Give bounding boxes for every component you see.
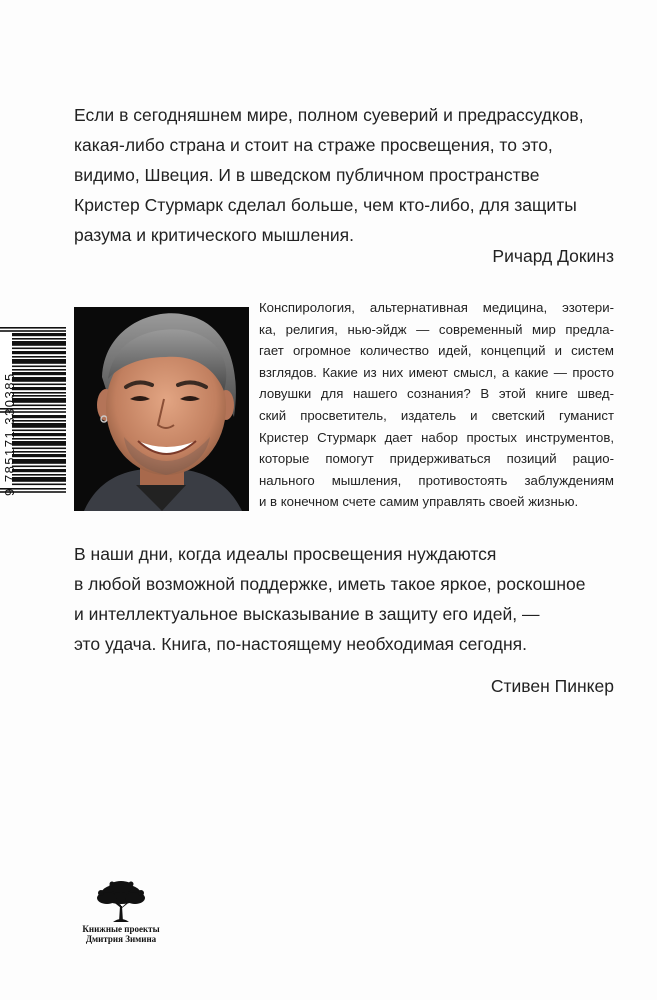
quote-pinker — [74, 539, 586, 659]
description-line: ский просветитель, издатель и светский гуманист — [259, 407, 614, 423]
description-line: и в конечном счете самим управлять своей жизнью. — [259, 494, 579, 510]
publisher-name-line1: Книжные проекты — [82, 924, 160, 934]
publisher-logo — [78, 880, 164, 944]
description-line: ловушки для нашего сознания? В этой книге швед- — [259, 386, 614, 402]
author-photo — [74, 307, 249, 511]
description-line: ка, религия, нью-эйдж — современный мир предла- — [259, 321, 614, 337]
quote-line: это удача. Книга, по-настоящему необходимая сегодня. — [74, 634, 527, 654]
quote-line: Если в сегодняшнем мире, полном суеверий и предрассудков, — [74, 105, 584, 125]
tree-icon — [93, 880, 149, 924]
description-line: нального мышления, противостоять заблуждениям — [259, 472, 614, 488]
quote-line: видимо, Швеция. И в шведском публичном пространстве — [74, 165, 540, 185]
description-line: которые помогут придерживаться позиций рацио- — [259, 451, 614, 467]
quote-line: и интеллектуальное высказывание в защиту его идей, — — [74, 604, 540, 624]
book-description — [259, 297, 614, 513]
quote-author-dawkins: Ричард Докинз — [492, 246, 614, 266]
description-line: гает огромное количество идей, концепций и систем — [259, 343, 614, 359]
quote-author-pinker: Стивен Пинкер — [490, 676, 614, 696]
publisher-name-line2: Дмитрия Зимина — [85, 934, 157, 944]
description-line: Конспирология, альтернативная медицина, эзотери- — [259, 300, 614, 315]
quote-line: разума и критического мышления. — [74, 225, 355, 245]
quote-dawkins — [74, 100, 584, 250]
description-line: Кристер Стурмарк дает набор простых инструментов, — [259, 429, 614, 445]
quote-line: В наши дни, когда идеалы просвещения нуждаются — [74, 544, 497, 564]
description-line: взглядов. Какие из них имеют смысл, а какие — просто — [259, 364, 614, 380]
quote-line: какая-либо страна и стоит на страже просвещения, то это, — [74, 135, 553, 155]
isbn-digits: 9 785171 330385 — [2, 372, 17, 496]
quote-line: Кристер Стурмарк сделал больше, чем кто-либо, для защиты — [74, 195, 577, 215]
quote-line: в любой возможной поддержке, иметь такое яркое, роскошное — [74, 574, 586, 594]
